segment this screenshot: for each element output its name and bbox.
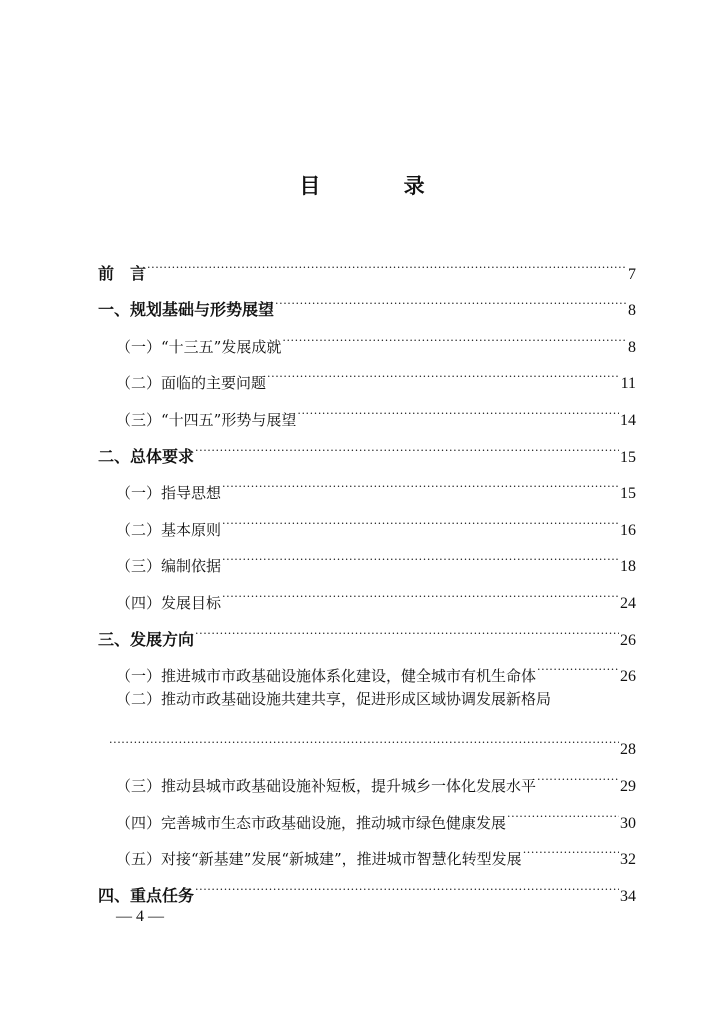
toc-leader-dots: [297, 388, 619, 425]
toc-leader-dots: [267, 352, 620, 389]
toc-leader-dots: [507, 791, 619, 828]
toc-leader-dots: [222, 535, 619, 572]
toc-leader-dots: [222, 571, 619, 608]
toc-leader-dots: [282, 315, 627, 352]
toc-entry-page: 8: [628, 302, 636, 320]
toc-entry-label: （二）推动市政基础设施共建共享，促进形成区域协调发展新格局: [116, 690, 552, 709]
toc-leader-dots: [195, 864, 619, 901]
toc-entry-label: 三、发展方向: [98, 629, 195, 649]
toc-entry-label: （二）面临的主要问题: [116, 374, 267, 393]
toc-entry-page: 26: [620, 668, 636, 686]
toc-entry-label: 四、重点任务: [98, 885, 195, 905]
toc-entry-page: 28: [620, 741, 636, 759]
toc-entry-page: 18: [620, 558, 636, 576]
toc-entry-label: （五）对接“新基建”发展“新城建”，推进城市智慧化转型发展: [116, 850, 522, 869]
toc-entry-page: 14: [620, 411, 636, 429]
toc-entry-page: 11: [620, 375, 636, 393]
toc-entry-page: 7: [628, 265, 636, 283]
toc-entry-page: 34: [620, 887, 636, 905]
toc-leader-dots: [222, 498, 619, 535]
toc-entry-label: （一）指导思想: [116, 484, 222, 503]
toc-entry-page: 32: [620, 851, 636, 869]
toc-entry-label: （三）推动县城市政基础设施补短板，提升城乡一体化发展水平: [116, 776, 537, 795]
toc-entry-label: （四）完善城市生态市政基础设施，推动城市绿色健康发展: [116, 813, 507, 832]
toc-entry-label: （三）编制依据: [116, 557, 222, 576]
toc-entry[interactable]: [98, 681, 636, 718]
toc-entry-continuation[interactable]: [98, 718, 636, 759]
toc-leader-dots: [195, 425, 619, 462]
toc-entry[interactable]: [98, 242, 636, 283]
toc-entry-page: 24: [620, 594, 636, 612]
toc-entry-page: 15: [620, 448, 636, 466]
toc-entry-page: 16: [620, 521, 636, 539]
toc-entry-label: （一）推进城市市政基础设施体系化建设，健全城市有机生命体: [116, 667, 537, 686]
toc-entry-label: （二）基本原则: [116, 520, 222, 539]
toc-entry-label: （一）“十三五”发展成就: [116, 337, 282, 356]
toc-entry-label: （四）发展目标: [116, 593, 222, 612]
toc-leader-dots: [222, 462, 619, 499]
toc-entry[interactable]: [98, 754, 636, 795]
toc-entry-page: 26: [620, 631, 636, 649]
toc-entry-page: 15: [620, 485, 636, 503]
toc-leader-dots: [523, 828, 619, 865]
table-of-contents: [98, 242, 636, 905]
toc-leader-dots: [275, 279, 627, 316]
toc-leader-dots: [195, 608, 619, 645]
toc-entry-label: 一、规划基础与形势展望: [98, 300, 275, 320]
toc-entry[interactable]: [98, 279, 636, 320]
toc-leader-dots: [537, 645, 619, 682]
toc-leader-dots: [537, 754, 619, 791]
toc-entry-label: 前 言: [98, 263, 147, 283]
toc-entry-page: 30: [620, 814, 636, 832]
toc-leader-dots: [109, 718, 619, 755]
toc-entry-label: （三）“十四五”形势与展望: [116, 410, 297, 429]
page-number-footer: — 4 —: [116, 908, 164, 925]
page-title: 目 录: [299, 174, 463, 198]
toc-leader-dots: [147, 242, 627, 279]
toc-entry-page: 29: [620, 777, 636, 795]
toc-entry-label: 二、总体要求: [98, 446, 195, 466]
toc-entry-page: 8: [628, 338, 636, 356]
